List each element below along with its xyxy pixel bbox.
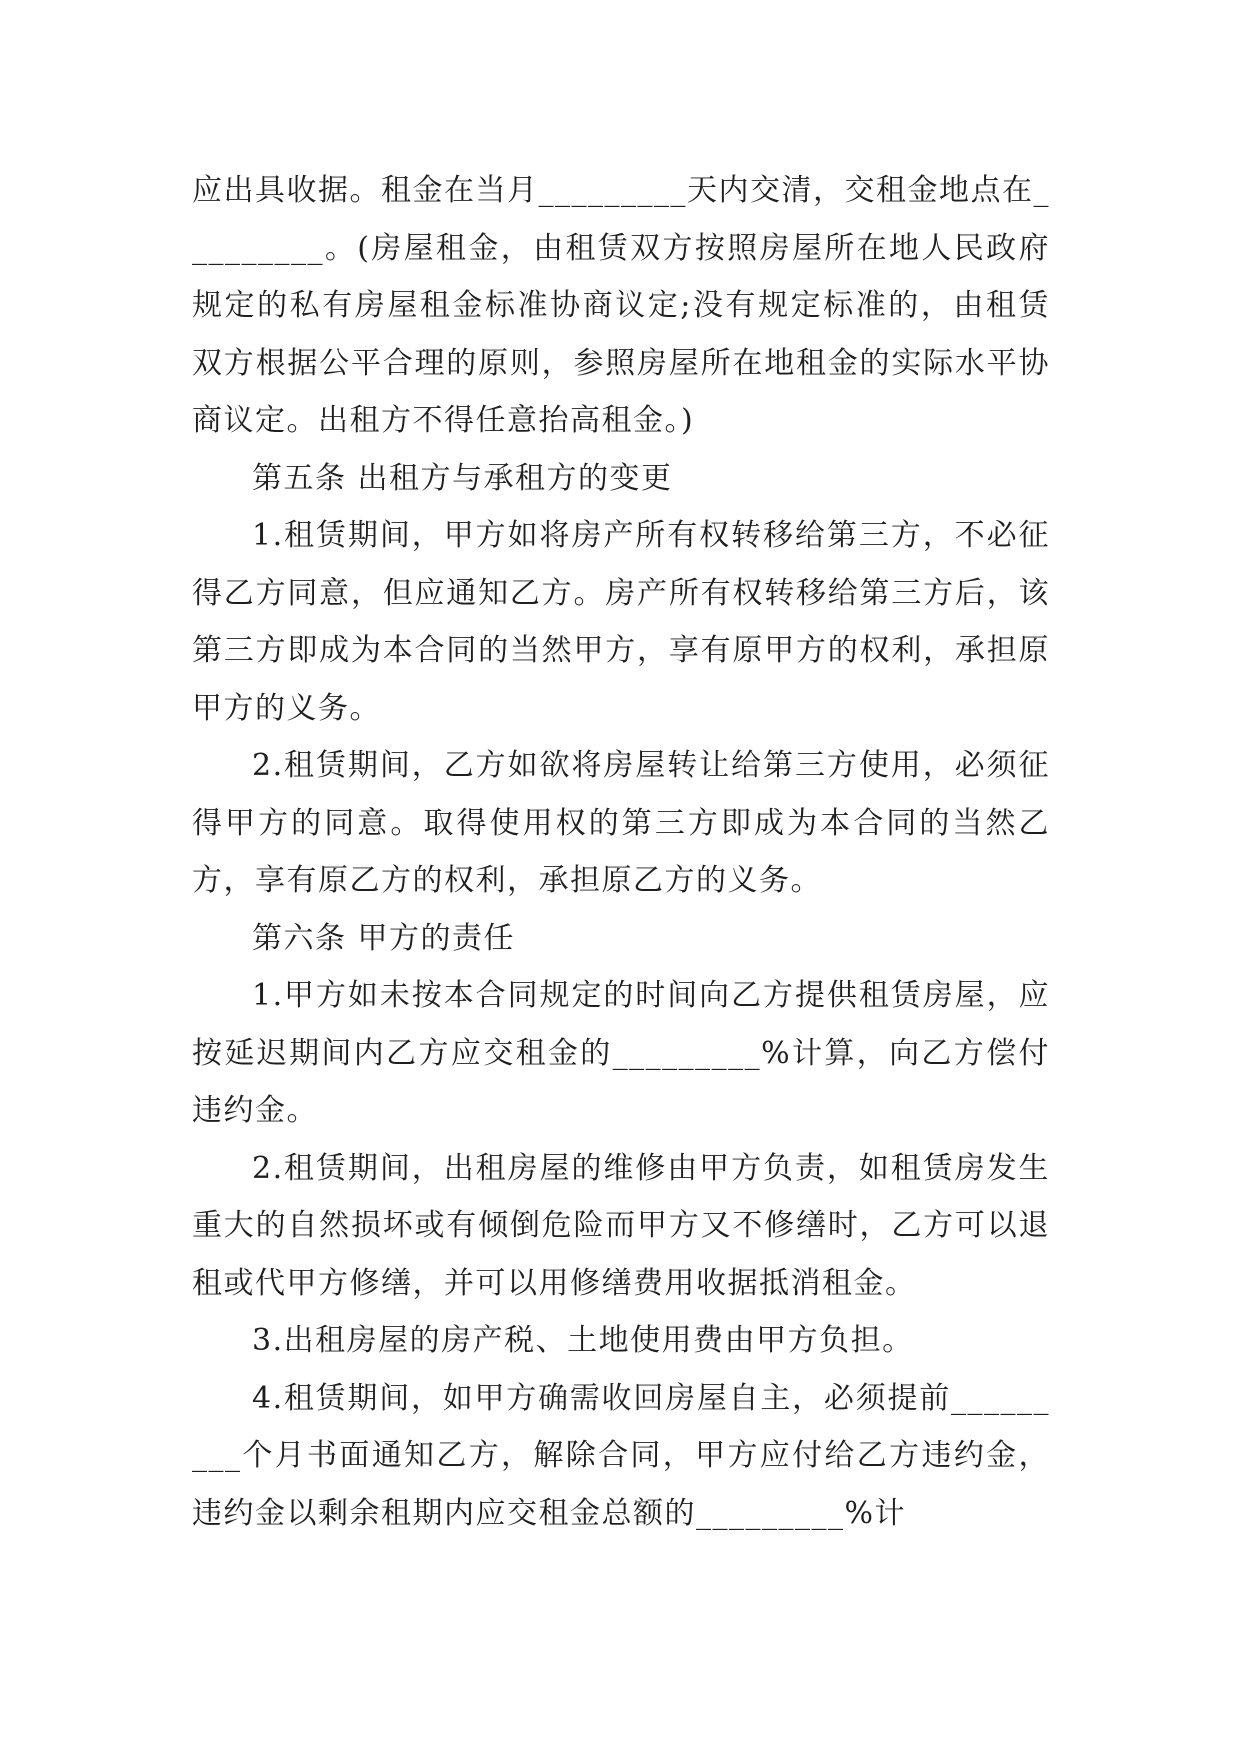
paragraph-article-5-item-2: 2.租赁期间，乙方如欲将房屋转让给第三方使用，必须征得甲方的同意。取得使用权的第三方即成为本合同的当然乙方，享有原乙方的权利，承担原乙方的义务。	[192, 748, 1050, 898]
document-body	[192, 162, 1050, 1542]
paragraph-article-6-item-1: 1.甲方如未按本合同规定的时间向乙方提供租赁房屋，应按延迟期间内乙方应交租金的_________%计算，向乙方偿付违约金。	[192, 978, 1050, 1128]
heading-article-5: 第五条 出租方与承租方的变更	[252, 460, 673, 496]
heading-article-6: 第六条 甲方的责任	[252, 920, 516, 956]
paragraph-article-6-item-2: 2.租赁期间，出租房屋的维修由甲方负责，如租赁房发生重大的自然损坏或有倾倒危险而甲方又不修缮时，乙方可以退租或代甲方修缮，并可以用修缮费用收据抵消租金。	[192, 1150, 1050, 1301]
paragraph-article-6-item-3: 3.出租房屋的房产税、土地使用费由甲方负担。	[252, 1323, 914, 1358]
paragraph-article-6-item-4: 4.租赁期间，如甲方确需收回房屋自主，必须提前_________个月书面通知乙方，解除合同，甲方应付给乙方违约金，违约金以剩余租期内应交租金总额的_________%计	[192, 1380, 1050, 1531]
paragraph-rent-payment: 应出具收据。租金在当月_________天内交清，交租金地点在_________。(房屋租金，由租赁双方按照房屋所在地人民政府规定的私有房屋租金标准协商议定;没有规定标准的，由租赁双方根据公平合理的原则，参照房屋所在地租金的实际水平协商议定。出租方不得任意抬高租金。)	[192, 173, 1050, 438]
paragraph-article-5-item-1: 1.租赁期间，甲方如将房产所有权转移给第三方，不必征得乙方同意，但应通知乙方。房产所有权转移给第三方后，该第三方即成为本合同的当然甲方，享有原甲方的权利，承担原甲方的义务。	[192, 518, 1050, 726]
